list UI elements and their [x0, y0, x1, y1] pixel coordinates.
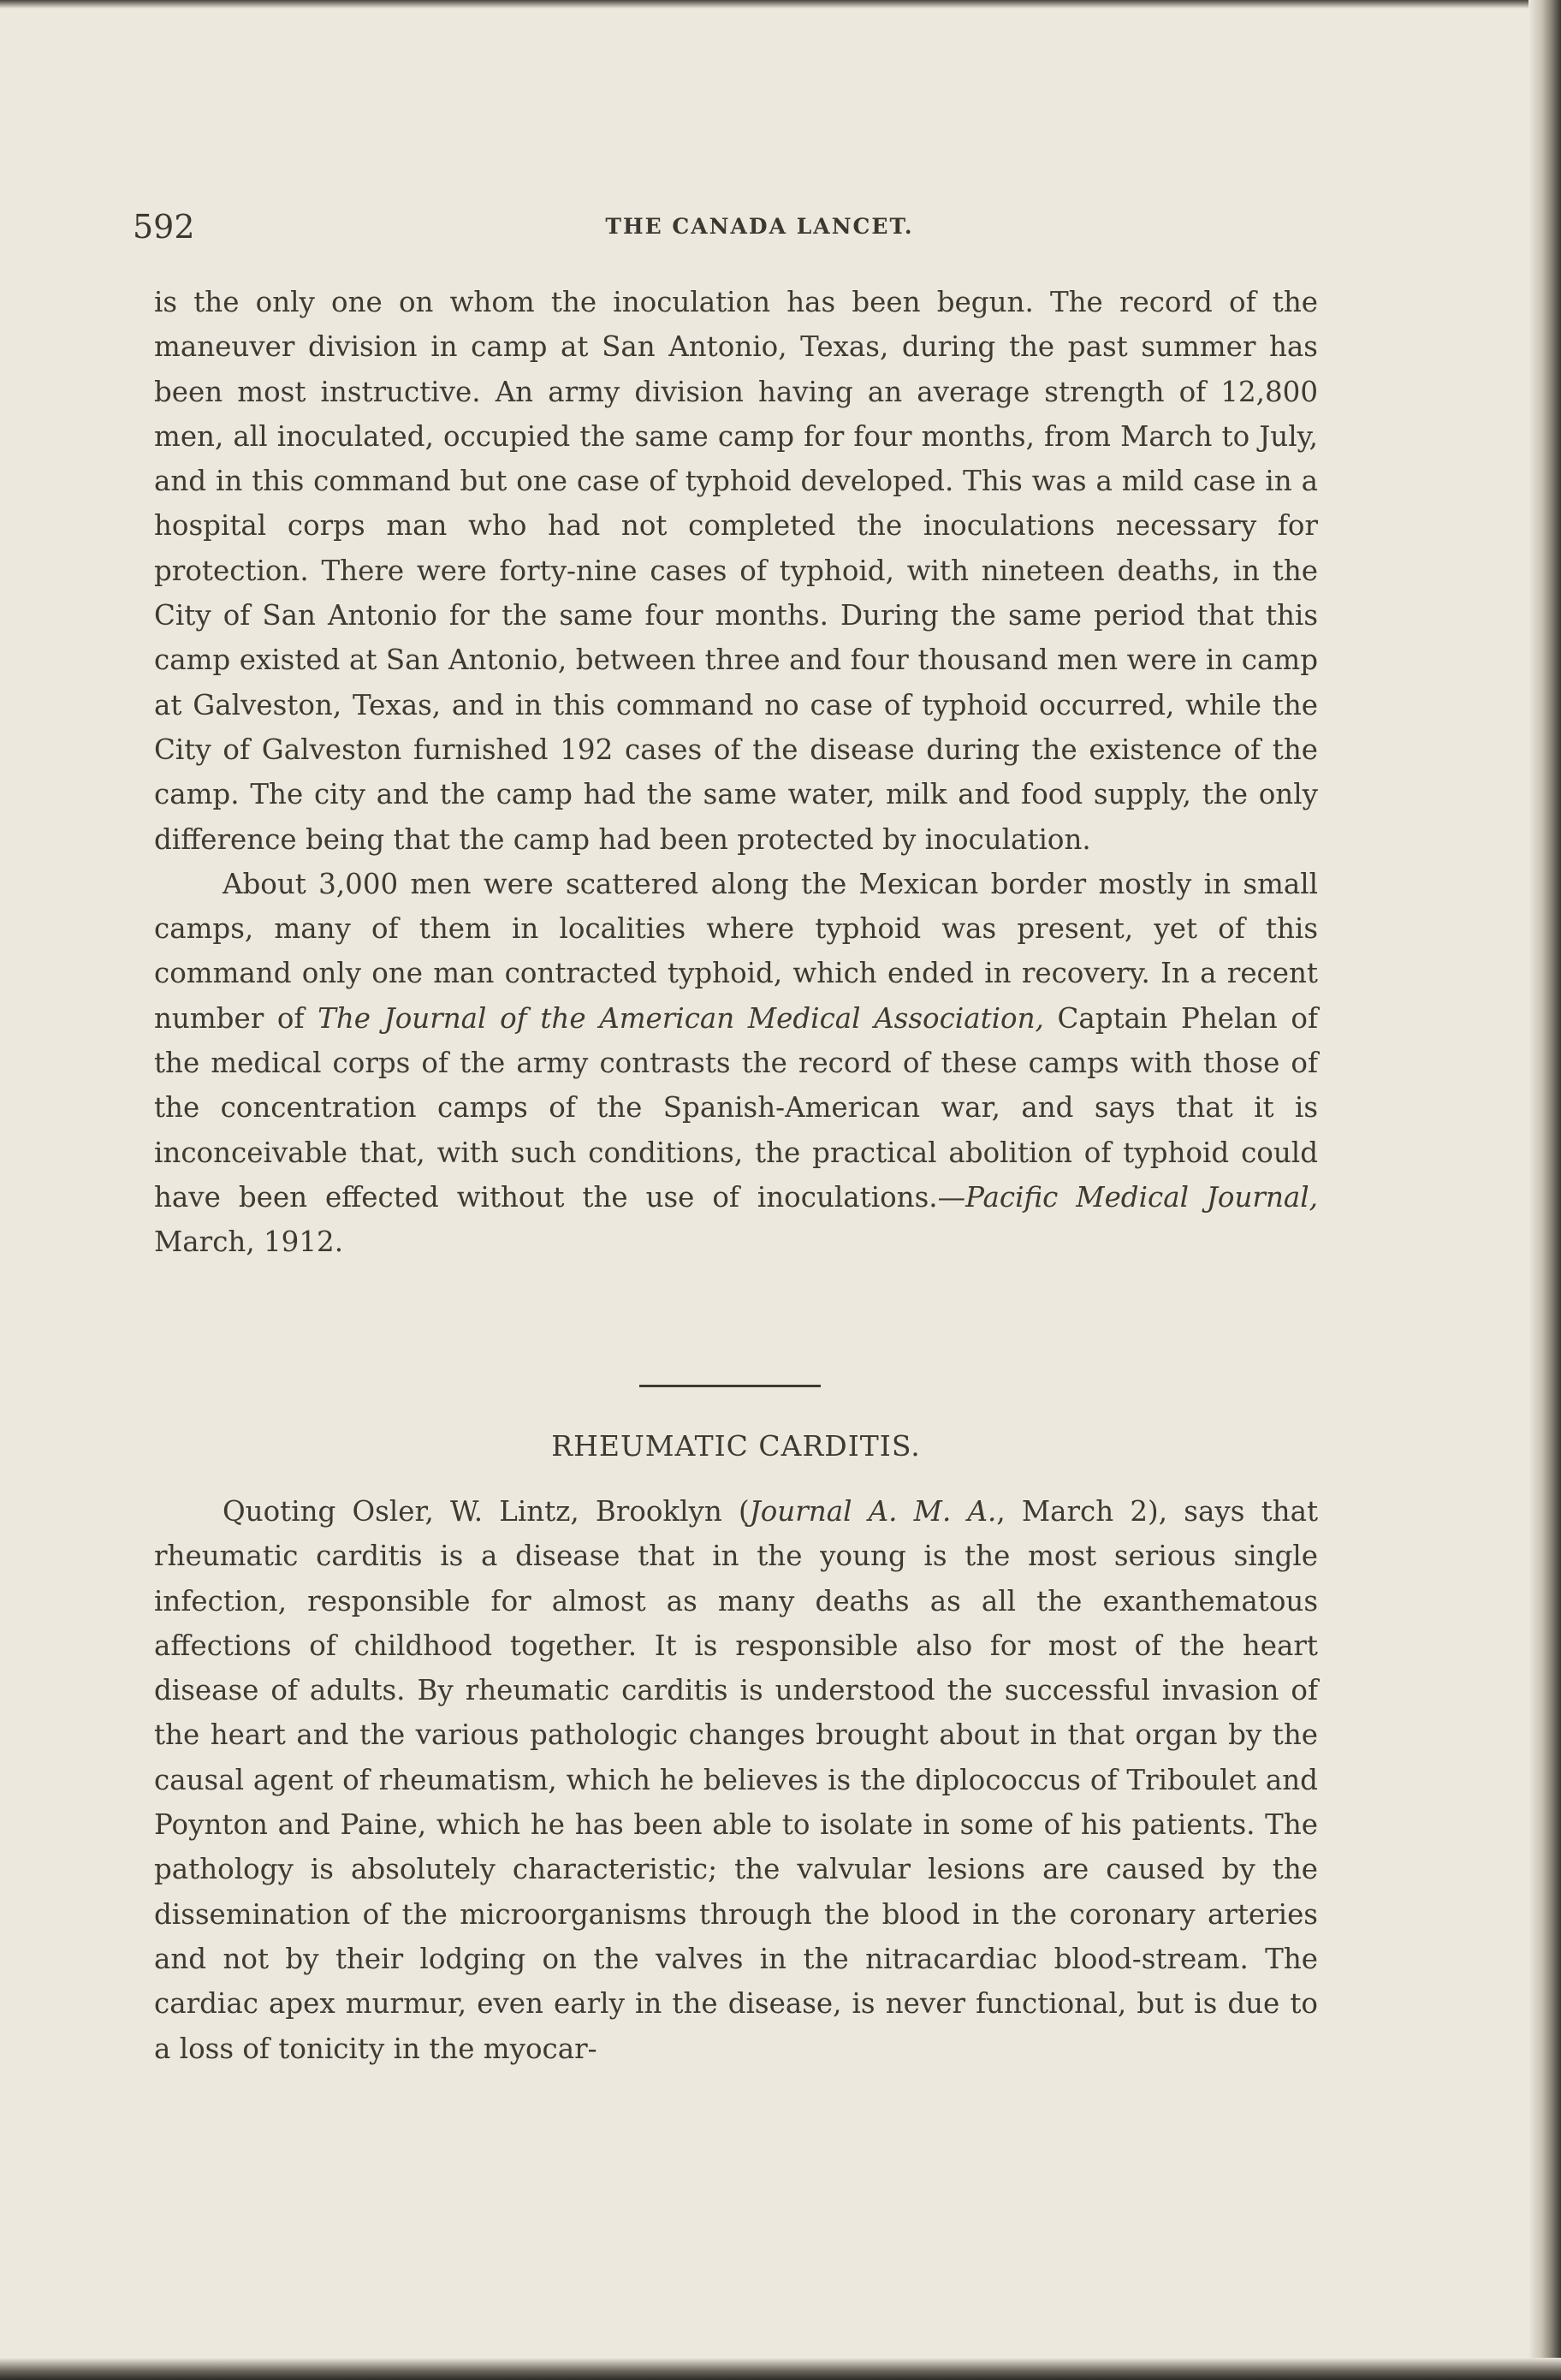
paragraph-text: Captain Phelan of the medical corps of the army contrasts the record of these camps with those of the concentration camps of the Spanish-American war, and says that it is inconceivable that, with such conditions, the practical abolition of typhoid could have been effected without the use of inoculations.— — [154, 1001, 1318, 1214]
paragraph — [154, 1489, 1318, 2071]
citation-date: March, 1912. — [154, 1226, 344, 1259]
running-head: THE CANADA LANCET. — [605, 214, 914, 239]
source-citation: Pacific Medical Journal, — [965, 1180, 1318, 1214]
paragraph-text: , March 2), says that rheumatic carditis is a disease that in the young is the most serious single infection, responsible for almost as many deaths as all the exanthematous affections of childhood together. It is responsible also for most of the heart disease of adults. By rheumatic carditis is understood the successful invasion of the heart and the various pathologic changes brought about in that organ by the causal agent of rheumatism, which he believes is the diplococcus of Triboulet and Poynton and Paine, which he has been able to isolate in some of his patients. The pathology is absolutely characteristic; the valvular lesions are caused by the dissemination of the microorganisms through the blood in the coronary arteries and not by their lodging on the valves in the nitracardiac blood-stream. The cardiac apex murmur, even early in the disease, is never functional, but is due to a loss of tonicity in the myocar- — [154, 1495, 1319, 2065]
paragraph: is the only one on whom the inoculation has been begun. The record of the maneuver division in camp at San Antonio, Texas, during the past summer has been most instructive. An army division having an average strength of 12,800 men, all inoculated, occupied the same camp for four months, from March to July, and in this command but one case of typhoid developed. This was a mild case in a hospital corps man who had not completed the inoculations necessary for protection. There were forty-nine cases of typhoid, with nineteen deaths, in the City of San Antonio for the same four months. During the same period that this camp existed at San Antonio, between three and four thousand men were in camp at Galveston, Texas, and in this command no case of typhoid occurred, while the City of Galveston furnished 192 cases of the disease during the existence of the camp. The city and the camp had the same water, milk and food supply, the only difference being that the camp had been protected by inoculation. — [154, 286, 1318, 856]
section-divider — [639, 1385, 821, 1387]
page-number: 592 — [133, 208, 195, 246]
page-bottom-edge — [0, 2358, 1561, 2380]
section-heading: RHEUMATIC CARDITIS. — [551, 1429, 921, 1463]
journal-title: The Journal of the American Medical Association, — [318, 1001, 1044, 1035]
journal-title: Journal A. M. A. — [749, 1495, 997, 1528]
paragraph-text: About 3,000 men were scattered along the Mexican border mostly in small camps, many of them in localities where typhoid was present, yet of this command only one man contracted typhoid, which ended in recovery. In a recent number of — [154, 867, 1318, 1035]
page-top-edge — [0, 0, 1561, 9]
page-header — [133, 205, 1327, 248]
paragraph — [154, 862, 1318, 1265]
article-typhoid-inoculation — [154, 280, 1318, 1265]
page-binding-edge — [1528, 0, 1561, 2380]
paragraph-text: Quoting Osler, W. Lintz, Brooklyn ( — [223, 1495, 750, 1528]
article-rheumatic-carditis — [154, 1489, 1318, 2071]
